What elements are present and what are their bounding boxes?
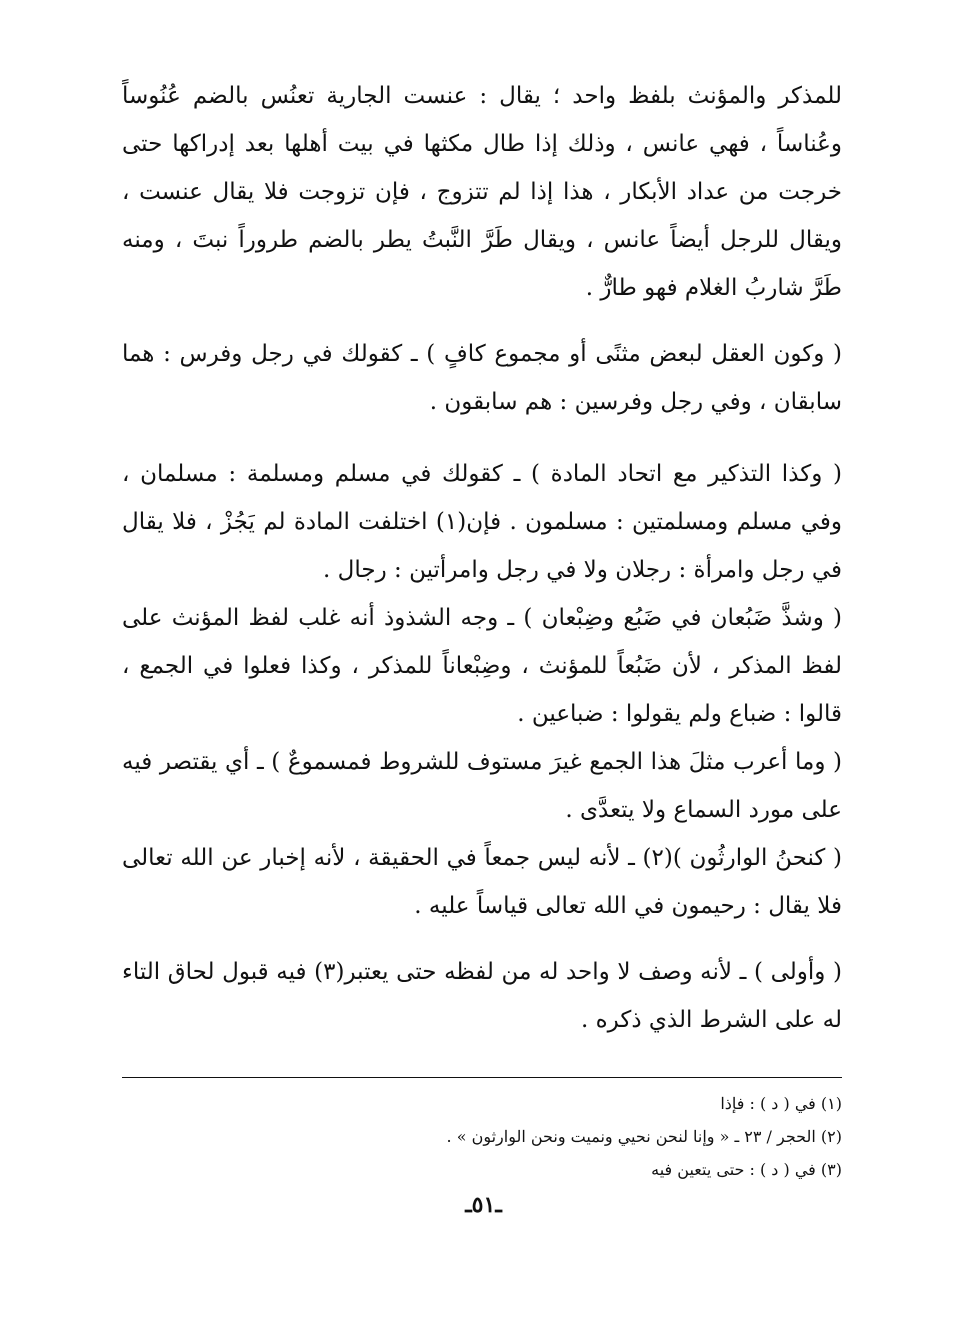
paragraph-waarithun: ( كنحنُ الوارثُون )(٢) ـ لأنه ليس جمعاً في الحقيقة ، لأنه إخبار عن الله تعالى فلا يقال : رحيمون في الله تعالى قياساً عليه . — [122, 845, 842, 919]
paragraph-same-root: ( وكذا التذكير مع اتحاد المادة ) ـ كقولك في مسلم ومسلمة : مسلمان ، وفي مسلم ومسلمتين : مسلمون . فإن(١) اختلفت المادة لم يَجُزْ ، فلا يقال في رجل وامرأة : رجلان ولا في رجل وامرأتين : رجال . — [122, 461, 842, 583]
footnotes — [122, 1087, 842, 1186]
paragraph-mixed-reason: ( وكون العقل لبعض مثنًى أو مجموع كافٍ ) ـ كقولك في رجل وفرس : هما سابقان ، وفي رجل وفرسين : هم سابقون . — [122, 341, 842, 415]
page-number: ـ٥١ـ — [465, 1192, 502, 1218]
paragraph-irregular-plural: ( وما أعرب مثلَ هذا الجمع غيرَ مستوف للشروط فمسموعٌ ) ـ أي يقتصر فيه على مورد السماع ولا يتعدَّى . — [122, 749, 842, 823]
paragraph-intro: للمذكر والمؤنث بلفظ واحد ؛ يقال : عنست الجارية تعنُس بالضم عُنُوساً وعُناساً ، فهي عانس ، وذلك إذا طال مكثها في بيت أهلها بعد إدراكها حتى خرجت من عداد الأبكار ، هذا إذا لم تتزوج ، فإن تزوجت فلا يقال عنست ، ويقال للرجل أيضاً عانس ، ويقال طَرَّ النَّبتُ يطر بالضم طروراً نبتَ ، ومنه طَرَّ شاربُ الغلام فهو طارٌّ . — [122, 83, 842, 301]
footnote-1: (١) في ( د ) : فإذا — [720, 1094, 842, 1113]
paragraph-ula: ( وأولى ) ـ لأنه وصف لا واحد له من لفظه حتى يعتبر(٣) فيه قبول لحاق التاء له على الشرط الذي ذكره . — [122, 959, 842, 1033]
footnote-divider — [122, 1077, 842, 1078]
body-text — [122, 72, 842, 1044]
footnote-2: (٢) الحجر / ٢٣ ـ « وإنا لنحن نحيي ونميت ونحن الوارثون » . — [446, 1127, 842, 1146]
paragraph-dabuan: ( وشذَّ ضَبُعان في ضَبُع وضِبْعان ) ـ وجه الشذوذ أنه غلب لفظ المؤنث على لفظ المذكر ، لأن ضَبُعاً للمؤنث ، وضِبْعاناً للمذكر ، وكذا فعلوا في الجمع ، قالوا : ضباع ولم يقولوا : ضباعين . — [122, 605, 842, 727]
footnote-3: (٣) في ( د ) : حتى يتعين فيه — [651, 1160, 842, 1179]
